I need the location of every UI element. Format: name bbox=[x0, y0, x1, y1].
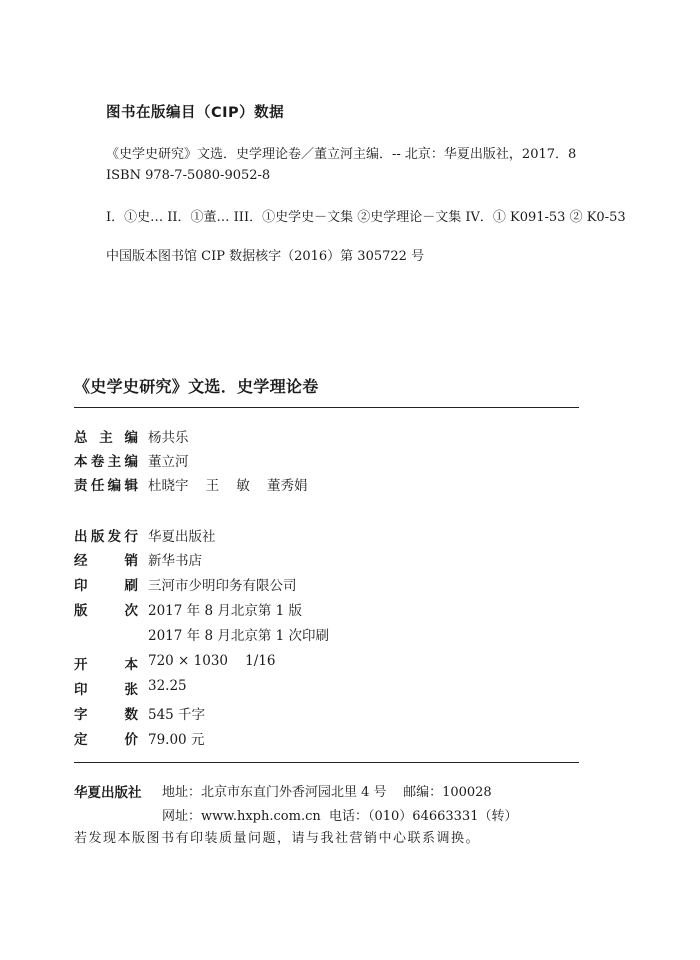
spec-value: 2017 年 8 月北京第 1 版 bbox=[148, 603, 302, 619]
spec-label: 出版发行 bbox=[74, 529, 138, 545]
publisher-contact: 网址：www.hxph.com.cn 电话：（010）64663331（转） bbox=[162, 809, 518, 824]
spec-value: 华夏出版社 bbox=[148, 529, 216, 545]
divider-bottom bbox=[74, 762, 579, 763]
spec-label: 字数 bbox=[74, 707, 138, 723]
credit-value: 杨共乐 bbox=[148, 430, 189, 446]
spec-value: 三河市少明印务有限公司 bbox=[148, 578, 297, 594]
credit-label: 本卷主编 bbox=[74, 454, 138, 470]
book-title: 《史学史研究》文选．史学理论卷 bbox=[74, 377, 319, 396]
spec-label: 印刷 bbox=[74, 578, 138, 594]
cip-classification: I．①史… II．①董… III．①史学史－文集 ②史学理论－文集 IV．① K091-53 ② K0-53 bbox=[106, 210, 626, 225]
publisher-name: 华夏出版社 bbox=[74, 785, 142, 801]
spec-value: 新华书店 bbox=[148, 553, 202, 569]
credit-label: 责任编辑 bbox=[74, 478, 138, 494]
quality-notice: 若发现本版图书有印装质量问题，请与我社营销中心联系调换。 bbox=[74, 831, 481, 846]
credit-value: 杜晓宇 王 敏 董秀娟 bbox=[148, 478, 308, 494]
cip-record-number: 中国版本图书馆 CIP 数据核字（2016）第 305722 号 bbox=[106, 249, 425, 264]
divider-top bbox=[74, 407, 579, 408]
credit-label: 总主编 bbox=[74, 430, 138, 446]
spec-value: 79.00 元 bbox=[148, 732, 205, 748]
spec-value: 720 × 1030 1/16 bbox=[148, 653, 276, 669]
credit-value: 董立河 bbox=[148, 454, 189, 470]
spec-label: 开本 bbox=[74, 657, 138, 673]
cip-isbn: ISBN 978-7-5080-9052-8 bbox=[106, 168, 271, 183]
publisher-address: 地址：北京市东直门外香河园北里 4 号 邮编：100028 bbox=[162, 785, 492, 800]
spec-label: 经销 bbox=[74, 553, 138, 569]
spec-label: 定价 bbox=[74, 732, 138, 748]
spec-value: 32.25 bbox=[148, 678, 187, 694]
cip-catalog-entry: 《史学史研究》文选．史学理论卷／董立河主编．-- 北京：华夏出版社，2017．8 bbox=[106, 147, 577, 162]
spec-value: 545 千字 bbox=[148, 707, 206, 723]
spec-label: 印张 bbox=[74, 682, 138, 698]
spec-value: 2017 年 8 月北京第 1 次印刷 bbox=[148, 628, 329, 644]
spec-label: 版次 bbox=[74, 603, 138, 619]
cip-heading: 图书在版编目（CIP）数据 bbox=[106, 105, 285, 121]
